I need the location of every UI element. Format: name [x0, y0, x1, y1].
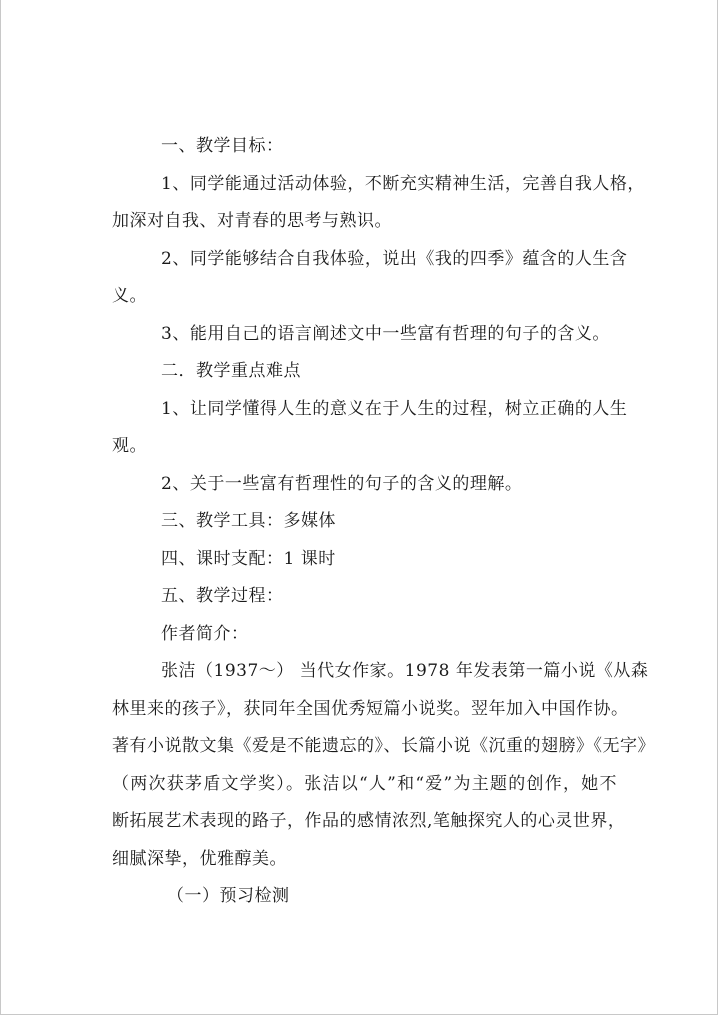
heading-class-hours: 四、课时支配：1 课时 [161, 549, 336, 569]
heading-author-intro: 作者简介： [161, 624, 249, 644]
goal-3: 3、能用自己的语言阐述文中一些富有哲理的句子的含义。 [161, 324, 610, 344]
author-intro-line-6: 细腻深挚，优雅醇美。 [112, 849, 287, 869]
goal-2-line-1: 2、同学能够结合自我体验，说出《我的四季》蕴含的人生含 [161, 249, 628, 269]
goal-1-line-1: 1、同学能通过活动体验，不断充实精神生活，完善自我人格， [161, 174, 645, 194]
author-intro-line-1: 张洁（1937～） 当代女作家。1978 年发表第一篇小说《从森 [161, 661, 649, 681]
heading-preview-check: （一）预习检测 [167, 886, 290, 906]
author-intro-line-5: 断拓展艺术表现的路子，作品的感情浓烈,笔触探究人的心灵世界， [112, 811, 626, 831]
goal-2-line-2: 义。 [112, 286, 147, 306]
difficulty-1-line-1: 1、让同学懂得人生的意义在于人生的过程，树立正确的人生 [161, 399, 628, 419]
heading-teaching-tools: 三、教学工具：多媒体 [161, 511, 336, 531]
author-intro-line-3: 著有小说散文集《爱是不能遗忘的》、长篇小说《沉重的翅膀》《无字》 [112, 736, 655, 756]
difficulty-2: 2、关于一些富有哲理性的句子的含义的理解。 [161, 474, 523, 494]
goal-1-line-2: 加深对自我、对青春的思考与熟识。 [112, 211, 392, 231]
author-intro-line-4: （两次获茅盾文学奖）。张洁以“人”和“爱”为主题的创作，她不 [112, 774, 617, 794]
difficulty-1-line-2: 观。 [112, 436, 147, 456]
heading-teaching-process: 五、教学过程： [161, 586, 284, 606]
author-intro-line-2: 林里来的孩子》，获同年全国优秀短篇小说奖。翌年加入中国作协。 [112, 699, 629, 719]
heading-key-difficulties: 二．教学重点难点 [161, 361, 301, 381]
heading-teaching-goals: 一、教学目标： [161, 136, 284, 156]
